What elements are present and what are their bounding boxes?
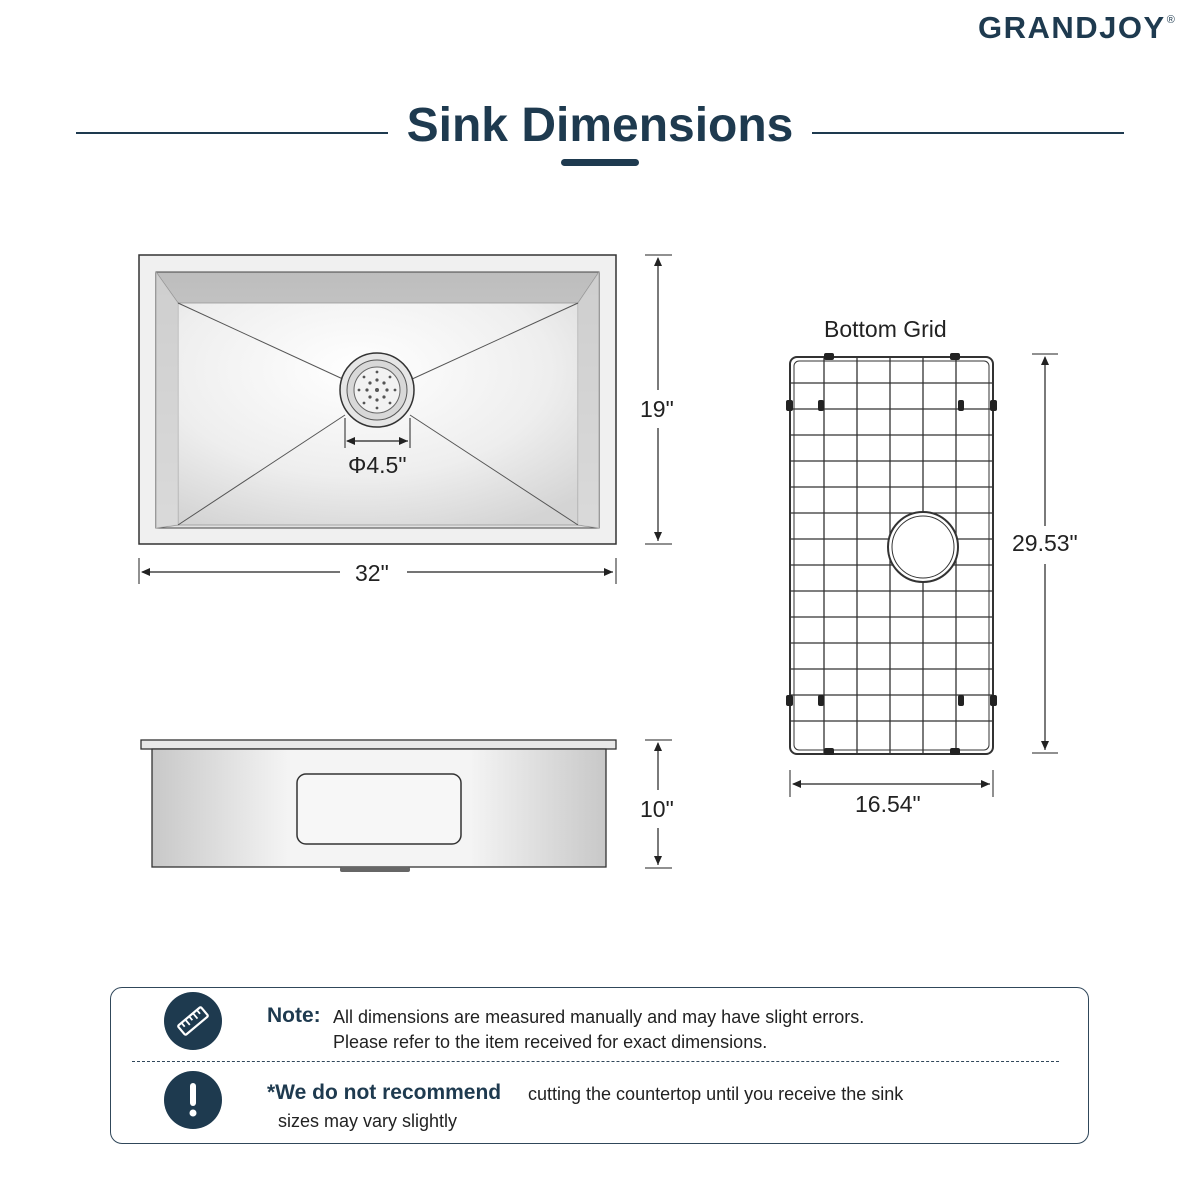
warning-line-2: sizes may vary slightly xyxy=(278,1111,458,1131)
sink-top-view xyxy=(139,255,616,544)
exclamation-icon xyxy=(164,1071,222,1129)
warning-heading: *We do not recommend xyxy=(267,1081,502,1104)
ruler-icon xyxy=(164,992,222,1050)
sink-depth-label: 10" xyxy=(640,796,674,822)
warning-line-1: cutting the countertop until you receive the sink xyxy=(528,1084,904,1104)
sink-side-view xyxy=(141,740,616,872)
drain-strainer-icon xyxy=(340,353,414,427)
sink-length-label: 32" xyxy=(355,560,389,586)
sink-width-label: 19" xyxy=(640,396,674,422)
grid-title: Bottom Grid xyxy=(824,316,947,342)
grid-length-label: 29.53" xyxy=(1012,530,1078,556)
brand-name: GRANDJOY xyxy=(978,10,1166,45)
note-line-2: Please refer to the item received for exact dimensions. xyxy=(333,1032,768,1052)
bottom-grid-drawing xyxy=(786,353,997,755)
registered-mark: ® xyxy=(1166,14,1177,26)
note-divider xyxy=(132,1061,1059,1062)
grid-width-label: 16.54" xyxy=(855,791,921,817)
page-title: Sink Dimensions xyxy=(406,99,794,152)
drain-diameter-label: Φ4.5" xyxy=(348,452,407,478)
note-line-1: All dimensions are measured manually and may have slight errors. xyxy=(333,1007,865,1027)
note-heading: Note: xyxy=(267,1004,321,1027)
